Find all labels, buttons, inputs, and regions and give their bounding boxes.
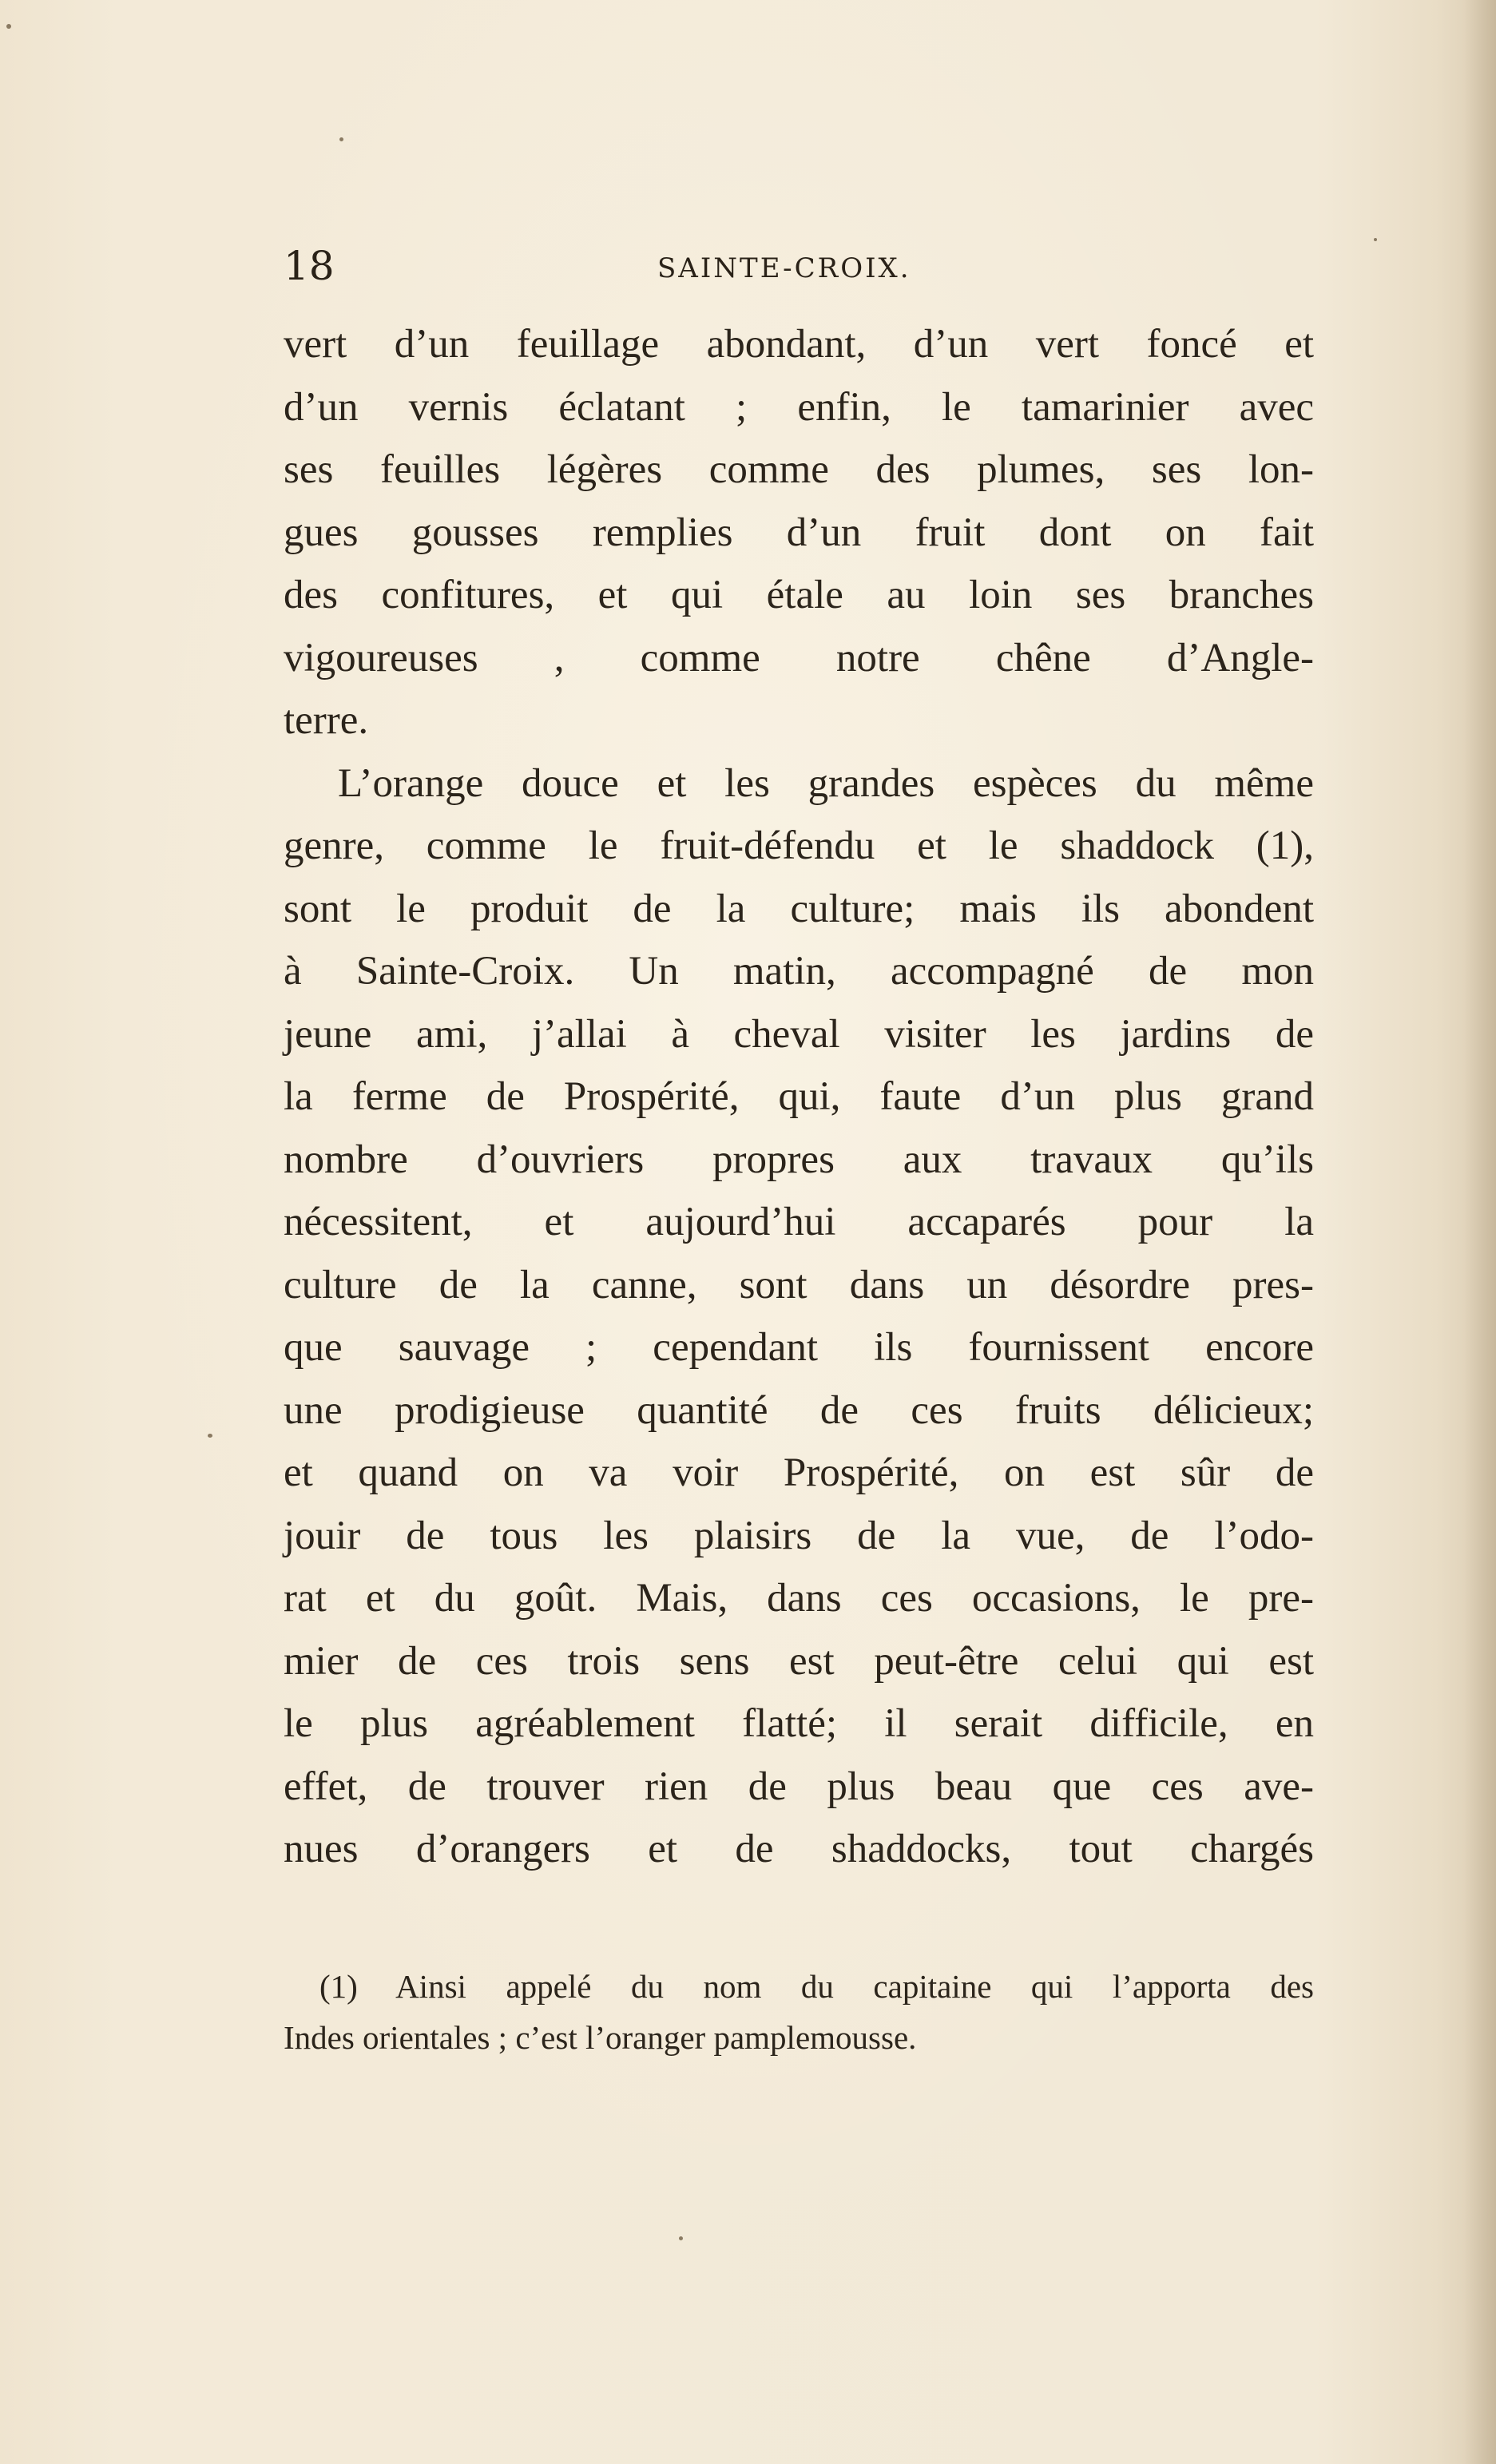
paper-speck [339,137,343,141]
text-line: genre, comme le fruit-défendu et le shaddock (1), [284,823,1314,868]
text-line: à Sainte-Croix. Un matin, accompagné de mon [284,949,1314,994]
text-line: culture de la canne, sont dans un désordre pres- [284,1262,1314,1307]
text-line: d’un vernis éclatant ; enfin, le tamarinier avec [284,384,1314,430]
text-line: et quand on va voir Prospérité, on est sûr de [284,1450,1314,1495]
paper-speck [6,24,11,29]
text-line: gues gousses remplies d’un fruit dont on fait [284,510,1314,555]
text-line: jouir de tous les plaisirs de la vue, de l’odo- [284,1513,1314,1558]
text-line: jeune ami, j’allai à cheval visiter les jardins de [284,1011,1314,1057]
running-head: SAINTE-CROIX. [657,252,911,284]
text-line: ses feuilles légères comme des plumes, ses lon- [284,447,1314,492]
text-line: que sauvage ; cependant ils fournissent encore [284,1325,1314,1370]
text-line: vigoureuses , comme notre chêne d’Angle- [284,635,1314,680]
text-line: terre. [284,698,369,743]
text-line: nombre d’ouvriers propres aux travaux qu’ils [284,1137,1314,1182]
text-line: nues d’orangers et de shaddocks, tout chargés [284,1827,1314,1871]
footnote-line: Indes orientales ; c’est l’oranger pamplemousse. [284,2019,917,2056]
text-line: sont le produit de la culture; mais ils abondent [284,886,1314,931]
text-line: mier de ces trois sens est peut-être celui qui est [284,1638,1314,1684]
page-number: 18 [284,243,335,289]
text-line: le plus agréablement flatté; il serait difficile, en [284,1701,1314,1746]
text-line: nécessitent, et aujourd’hui accaparés pour la [284,1200,1314,1244]
text-line: des confitures, et qui étale au loin ses branches [284,573,1314,617]
page-header [284,238,1314,294]
text-line: rat et du goût. Mais, dans ces occasions, le pre- [284,1576,1314,1621]
paper-speck [679,2236,683,2240]
paper-speck [1374,238,1377,241]
paper-speck [208,1434,212,1438]
body-text [284,313,1314,1881]
page-edge-shadow [1464,0,1496,2464]
footnote [284,1961,1314,2063]
footnote-line: (1) Ainsi appelé du nom du capitaine qui l’apporta des [319,1968,1314,2005]
text-line: la ferme de Prospérité, qui, faute d’un plus grand [284,1074,1314,1119]
paragraph-start-line: L’orange douce et les grandes espèces du même [338,760,1314,806]
text-line: effet, de trouver rien de plus beau que ces ave- [284,1764,1314,1809]
text-line: vert d’un feuillage abondant, d’un vert foncé et [284,322,1314,367]
text-line: une prodigieuse quantité de ces fruits délicieux; [284,1387,1314,1433]
